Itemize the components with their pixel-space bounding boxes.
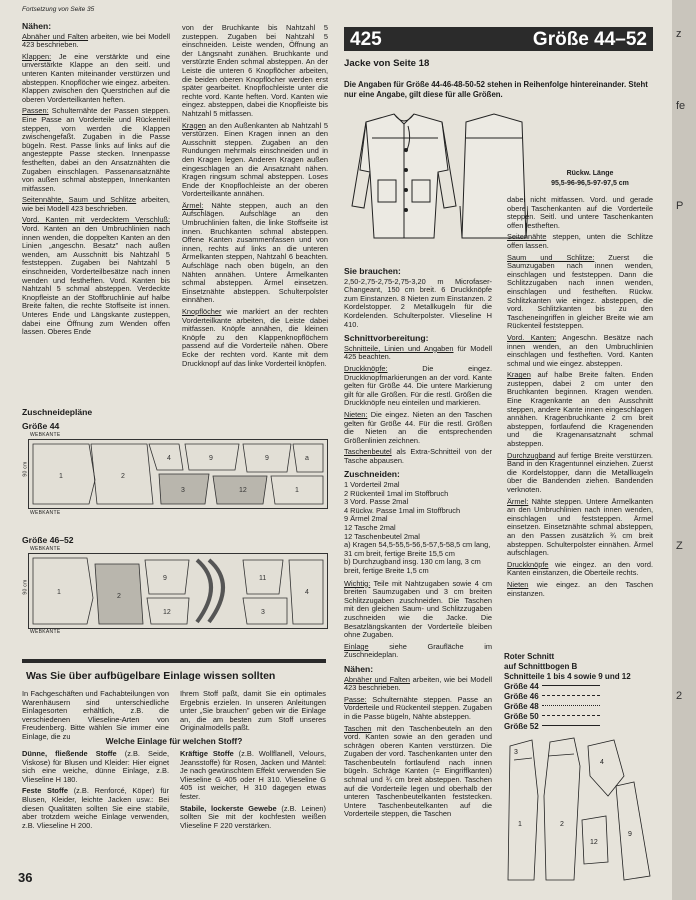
size-row xyxy=(504,682,603,692)
aermel-label: Ärmel: xyxy=(182,200,204,210)
svg-text:3: 3 xyxy=(514,749,518,756)
rueck-laenge-values: 95,5-96-96,5-97-97,5 cm xyxy=(551,180,629,187)
einlage-intro-right-text: Ihrem Stoff paßt, damit Sie ein optimales Ergebnis erzielen. In unseren Anleitungen unter „Sie brauchen" geben wir die Einlage an, die am besten zum Stoff unseres Originalmodells paßt. xyxy=(180,689,326,733)
einlage-intro-left-text: In Fachgeschäften und Fachabteilungen von Warenhäusern sind unterschiedliche Einlagesorten erhältlich, z.B. die verschiedenen Vlieseline-Arten von Freudenberg. Bitte wählen Sie immer eine Einlage, die zu xyxy=(22,689,169,741)
svg-text:9: 9 xyxy=(265,455,269,462)
svg-text:9: 9 xyxy=(163,575,167,582)
abnaeher-text-2: arbeiten, wie bei Modell 423 beschrieben. xyxy=(344,674,492,693)
pattern-pieces-diagram xyxy=(504,736,654,886)
edge-letter: Z xyxy=(676,540,683,552)
vord-kanten-text-2: Angeschn. Besätze nach innen wenden, an den Umbruchlinien einschlagen und festheften. Vord. Kanten schmal und wie eingez. absteppen. xyxy=(507,332,653,368)
edge-letter: 2 xyxy=(676,690,683,702)
feste-label: Feste Stoffe xyxy=(22,786,68,796)
passen-text: Schulternähte der Passen steppen. Eine Passe an Vorderteile und Rückenteil steppen, vorn werden die Klappen zwischengefaßt. Zugaben in die Passe bügeln. Rest. Passe links auf links auf die angesteppte Passe stecken. Innenpasse festheften, dabei an den Ansatznähten die Zugaben einschlagen. Passenansatznähte von außen schmal absteppen, Innenkanten mitfassen. xyxy=(22,106,170,193)
model-size: Größe 44–52 xyxy=(532,29,647,50)
groesse-46-52-label: Größe 46–52 xyxy=(22,535,74,545)
durchzugband-text: auf fertige Breite verstürzen. Band in den Kragentunnel einziehen. Zuerst die Kordelstopper, dann die Metallkugeln über die Bandenden ziehen. Bandenden verknoten. xyxy=(507,450,653,494)
svg-text:12: 12 xyxy=(163,609,171,616)
svg-text:2: 2 xyxy=(560,821,564,828)
durchzugband-label: Durchzugband xyxy=(507,450,556,460)
naehen-heading: Nähen: xyxy=(22,21,52,31)
svg-text:9: 9 xyxy=(628,831,632,838)
model-intro: Die Angaben für Größe 44-46-48-50-52 stehen in Reihenfolge hintereinander. Steht nur eine Angabe, gilt diese für alle Größen. xyxy=(344,80,648,99)
naehen-text: arbeiten, wie bei Modell 423 beschrieben. xyxy=(22,31,170,50)
passe-label: Passe: xyxy=(344,694,367,704)
vord-kanten-label: Vord. Kanten mit verdecktem Verschluß: xyxy=(22,215,170,225)
wichtig-text: Teile mit Nahtzugaben sowie 4 cm breiten Saumzugaben und 3 cm breiten Schlitzzugaben zuschneiden. Die Taschen mit den gleichen Saum- und Schlitzzugaben zuschneiden wie die Jacke. Die Besatzlängskanten der Vorderteile bleiben ohne Zugaben. xyxy=(344,578,492,640)
next-page-edge xyxy=(672,0,696,900)
column-4-text: dabei nicht mitfassen. Vord. und gerade obere Taschenkanten auf die Vorderteile steppen. Seitl. und untere Taschenkanten offen festheften. xyxy=(507,195,653,230)
list-item: 12 Tasche 2mal xyxy=(344,523,396,533)
einlage-left xyxy=(22,750,169,833)
line-sample xyxy=(542,685,600,686)
einlage-right xyxy=(180,750,326,833)
cutting-plan-46-52-drawing xyxy=(29,554,327,628)
druckknoepfe-label-2: Druckknöpfe xyxy=(507,559,549,569)
roter-schnitt-sub: auf Schnittbogen B xyxy=(504,662,578,671)
list-item: b) Durchzugband insg. 130 cm lang, 3 cm breit, fertige Breite 1,5 cm xyxy=(344,557,481,575)
cutting-plan-46-52 xyxy=(28,553,328,629)
column-2-text: von der Bruchkante bis Nahtzahl 5 zusteppen. Zugaben bei Nahtzahl 5 einschneiden. Leiste wenden, Öffnung an der Längsnaht zunähen. Bruchkante und verstürzte Enden schmal absteppen. An der Leiste die unteren 6 Knopflöcher arbeiten, die beiden oberen Knopflöcher werden erst später gearbeitet. Knopflochleiste unter die rechte vord. Kante heften. Vord. Kanten wie eingez. absteppen, dabei die Knopfleiste bis Nahtzahl 5 mitfassen. xyxy=(182,23,328,118)
line-sample xyxy=(542,705,600,706)
druckknoepfe-label: Druckknöpfe: xyxy=(344,363,388,373)
seitennaehte-text-2: steppen, unten die Schlitze offen lassen. xyxy=(507,232,653,250)
svg-text:3: 3 xyxy=(261,609,265,616)
line-sample xyxy=(542,725,600,726)
brauchen-heading: Sie brauchen: xyxy=(344,266,401,276)
model-number: 425 xyxy=(350,29,382,50)
list-item: 9 Ärmel 2mal xyxy=(344,514,388,524)
svg-text:1: 1 xyxy=(57,589,61,596)
knopfloecher-label: Knopflöcher xyxy=(182,307,222,316)
nieten-text: Die eingez. Nieten an den Taschen gelten für Größe 44. Für die restl. Größen die Nieten an die entsprechenden Größenlinien zeichnen. xyxy=(344,409,492,445)
size-label: Größe 46 xyxy=(504,692,539,701)
svg-text:12: 12 xyxy=(590,839,598,846)
edge-letter: fe xyxy=(676,100,686,112)
kragen-text: an den Außenkanten ab Nahtzahl 5 verstürzen. Einen Kragen innen an den Ausschnitt steppen. Zugaben an den Rundungen mehrmals einschneiden und in den Kragen legen. Anderen Kragen außen eingeschlagen an die Ansatznaht nähen. Kragen ringsum schmal absteppen. Loses Ende der Knopflochleiste an der oberen Vorderteilkante annähen. xyxy=(182,120,328,199)
size-legend xyxy=(504,682,603,732)
vord-kanten-text: Vord. Kanten an den Umbruchlinien nach innen wenden, die doppelten Kanten an den Linien „angeschn. Besatz" nach außen wenden, am Ausschnitt bis Nahtzahl 5 feststeppen. Zugaben bei Nahtzahl 5 einschneiden, Vorderteilbesätze nach innen wenden und festheften. Vord. Kanten bis Nahtzahl 5 schmal absteppen. Verdeckte Knopfleiste an der Stoffbruchlinie auf halbe Breite falten, die rechte Stoffseite ist innen. Unteres Ende und Längskante zusteppen, dabei eine Öffnung zum Wenden offen lassen. Oberes Ende xyxy=(22,224,170,337)
webkante-label: WEBKANTE xyxy=(30,510,61,516)
einlage-heading: Was Sie über aufbügelbare Einlage wissen sollten xyxy=(26,670,276,682)
edge-letter: z xyxy=(676,28,682,40)
passen-label: Passen: xyxy=(22,106,49,116)
list-item: 2 Rückenteil 1mal im Stoffbruch xyxy=(344,488,449,498)
webkante-label: WEBKANTE xyxy=(30,629,61,635)
seitennaehte-label-2: Seitennähte xyxy=(507,232,547,242)
stabile-text: (z.B. Leinen) sollten Sie mit der kochfesten weißen Vlieseline F 220 verstärken. xyxy=(180,803,326,830)
continuation-note: Fortsetzung von Seite 35 xyxy=(22,6,95,13)
zuschneiden-heading: Zuschneiden: xyxy=(344,469,400,480)
aermel-text: Nähte steppen, auch an den Aufschlägen. Aufschläge an den Umbruchlinien falten, die linke Stoffseite ist innen. Bruchkanten schmal absteppen. Offene Kanten zusammenfassen und von innen, rechts auf links an die unteren Ärmelkanten steppen, Nahtzahl 6 beachten. Aufschläge nach oben bügeln, an den Nähten annähen. Untere Ärmelkanten schmal absteppen. Ärmel einsetzen. Einsetznähte absteppen. Schulterpolster einnähen. xyxy=(182,200,328,305)
page-number: 36 xyxy=(18,870,33,885)
wichtig-label: Wichtig: xyxy=(344,578,371,588)
column-1 xyxy=(22,17,170,340)
line-sample xyxy=(542,695,600,696)
size-label: Größe 44 xyxy=(504,682,539,691)
einlage-label: Einlage xyxy=(344,641,369,651)
einlage-intro-right xyxy=(180,690,326,736)
abnaeher-label-2: Abnäher und Falten xyxy=(344,674,411,684)
svg-text:1: 1 xyxy=(295,487,299,494)
width-label: 90 cm xyxy=(22,461,29,477)
zuschneideplaene-heading: Zuschneidepläne xyxy=(22,407,93,417)
kragen-label: Kragen xyxy=(182,120,206,130)
list-item: 4 Rückw. Passe 1mal im Stoffbruch xyxy=(344,505,461,515)
svg-text:2: 2 xyxy=(117,593,121,600)
roter-schnitt-title: Roter Schnitt xyxy=(504,652,555,661)
roter-schnitt-block xyxy=(504,652,654,732)
size-label: Größe 50 xyxy=(504,712,539,721)
size-label: Größe 52 xyxy=(504,722,539,731)
svg-text:9: 9 xyxy=(209,455,213,462)
size-label: Größe 48 xyxy=(504,702,539,711)
vorbereitung-heading: Schnittvorbereitung: xyxy=(344,333,429,344)
size-row xyxy=(504,722,603,732)
klappen-label: Klappen: xyxy=(22,51,52,61)
svg-text:1: 1 xyxy=(518,821,522,828)
duenn-text: (z.B. Seide, Viskose) für Blusen und Kleider: Hier eignet sich eine weiche, dünne Einlage, z.B. Vlieseline H 180. xyxy=(22,749,169,784)
svg-text:3: 3 xyxy=(181,487,185,494)
groesse-44-label: Größe 44 xyxy=(22,421,60,431)
list-item: a) Kragen 54,5-55,5-56,5-57,5-58,5 cm lang, 31 cm breit, fertige Breite 15,5 cm xyxy=(344,540,491,558)
kragen-text-2: auf halbe Breite falten. Enden zusteppen, dabei 2 cm unter den Bruchkanten beginnen. Kragen wenden. Eine Kragenkante an den Ausschnitt steppen, andere Kante innen eingeschlagen annähen. Kragenbruchkante 2 cm breit absteppen, fortlaufend die Kragenenden und die Kragenansatznaht schmal absteppen. xyxy=(507,370,653,449)
cutting-plan-44 xyxy=(28,439,328,509)
nieten-label: Nieten: xyxy=(344,409,368,419)
column-4 xyxy=(507,196,653,601)
brauchen-text: 2,50-2,75-2,75-2,75-3,20 m Microfaser-Changeant, 150 cm breit. 6 Druckknöpfe zum Einstanzen. 8 Nieten zum Einstanzen. 2 Kordelstopper. 2 Metallkugeln für die Kordelenden. Schulterpolster. Vlieseline H 410. xyxy=(344,276,492,329)
nieten-label-2: Nieten xyxy=(507,579,529,589)
list-item: 12 Taschenbeutel 2mal xyxy=(344,531,420,541)
list-item: 3 Vord. Passe 2mal xyxy=(344,497,409,507)
svg-text:4: 4 xyxy=(305,589,309,596)
taschenbeutel-text: als Extra-Schnitteil von der Tasche abpausen. xyxy=(344,447,492,465)
cutting-plan-44-drawing xyxy=(29,440,327,508)
column-2 xyxy=(182,24,328,371)
svg-text:4: 4 xyxy=(167,455,171,462)
aermel-text-2: Nähte steppen. Untere Ärmelkanten an den Umbruchlinien nach innen wenden, einschlagen und feststeppen. Ärmel einsetzen. Einsetznähte schmal absteppen, an den Passen zusätzlich ¾ cm breit absteppen. Schulterpolster einnähen. Ärmel aufschlagen. xyxy=(507,496,653,558)
section-divider xyxy=(22,659,326,663)
taschen-label: Taschen xyxy=(344,723,372,733)
naehen-heading-2: Nähen: xyxy=(344,663,374,674)
line-sample xyxy=(542,715,600,716)
svg-text:1: 1 xyxy=(59,473,63,480)
webkante-label: WEBKANTE xyxy=(30,432,61,438)
size-row xyxy=(504,702,603,712)
druckknoepfe-text-2: wie eingez. an den vord. Kanten einstanzen, die Oberteile rechts. xyxy=(507,559,653,578)
rueck-laenge-label: Rückw. Länge xyxy=(566,170,614,177)
size-row xyxy=(504,692,603,702)
klappen-text: Je eine verstärkte und eine unverstärkte Klappe an den seitl. und unteren Kanten miteinander verstürzen und absteppen. Knopflöcher wie eingez. arbeiten. Klappen zwischen den Querstrichen auf die oberen Vorderteilkanten heften. xyxy=(22,51,170,104)
saum-text: Zuerst die Saumzugaben nach innen wenden, einschlagen und feststeppen. Dann die Schlitzzugaben nach innen wenden, einschlagen und festheften. Rückw. Schlitzkanten wie eingez. absteppen, die vord. Schlitzkanten bis zu den Tascheneingriffen in gleicher Breite wie am Rückenteil feststeppen. xyxy=(507,252,653,331)
model-title: Jacke von Seite 18 xyxy=(344,58,430,69)
taschenbeutel-label: Taschenbeutel xyxy=(344,447,392,457)
svg-text:4: 4 xyxy=(600,759,604,766)
svg-text:11: 11 xyxy=(259,575,267,582)
webkante-label: WEBKANTE xyxy=(30,546,61,552)
list-item: 1 Vorderteil 2mal xyxy=(344,480,400,490)
einlage-text: siehe Graufläche im Zuschneideplan. xyxy=(344,641,492,660)
size-row xyxy=(504,712,603,722)
roter-schnitt-parts: Schnitteile 1 bis 4 sowie 9 und 12 xyxy=(504,672,631,681)
svg-text:12: 12 xyxy=(239,487,247,494)
edge-letter: P xyxy=(676,200,684,212)
druckknoepfe-text: Die eingez. Druckknopfmarkierungen an der vord. Kante gelten für Größe 44. Die untere Markierung gilt für alle Größen. Für die restl. Größen die Druckknöpfe neu einteilen und markieren. xyxy=(344,363,492,408)
column-3 xyxy=(344,262,492,822)
feste-text: (z.B. Renforcé, Köper) für Blusen, Kleider, leichte Jacken usw.: Bei diesen Qualitäten sollten Sie eine stabile, aber trotzdem weiche Einlage verwenden, z.B. Vlieseline H 200. xyxy=(22,786,169,830)
svg-text:a: a xyxy=(305,455,309,462)
width-label: 90 cm xyxy=(22,579,29,595)
model-header xyxy=(344,27,653,51)
taschen-text: mit den Taschenbeuteln an den vord. Kanten sowie an den geraden und schrägen oberen Kanten verstürzen. Die Zugaben der vord. Taschenkanten unter den Taschenbeuteln fortlaufend nach innen bügeln. Schräge Kanten (= Eingriffkanten) schmal und ¾ cm breit absteppen. Taschen auf die Vorderteile legen und oberhalb der unteren Taschenbeutelkanten feststecken. Untere Taschenbeutelkanten auf die Vorderteile steppen, die Taschen xyxy=(344,723,492,819)
stabile-label: Stabile, lockerste Gewebe xyxy=(180,803,277,813)
duenn-label: Dünne, fließende Stoffe xyxy=(22,749,117,758)
zuschneiden-list xyxy=(344,481,492,576)
kraeftig-text: (z.B. Wollflanell, Velours, Jeansstoffe) für Rosen, Jacken und Mäntel: Je nach gewünschtem Effekt verwenden Sie Vlieseline G 405 oder H 310. Vlieseline G 405 ist weicher, H 310 dagegen etwas fester. xyxy=(180,749,326,801)
schnitteile-label: Schnitteile, Linien und Angaben xyxy=(344,343,454,353)
seitennaehte-label: Seitennähte, Saum und Schlitze xyxy=(22,195,137,205)
saum-label: Saum und Schlitze: xyxy=(507,252,595,262)
nieten-text-2: wie eingez. an den Taschen einstanzen. xyxy=(507,579,653,598)
abnaeher-link: Abnäher und Falten xyxy=(22,31,89,41)
svg-text:2: 2 xyxy=(121,473,125,480)
kragen-label-2: Kragen xyxy=(507,370,531,380)
seitennaehte-text: arbeiten, wie bei Modell 423 beschrieben. xyxy=(22,195,170,213)
schnitteile-text: für Modell 425 beachten. xyxy=(344,343,492,362)
kraeftig-label: Kräftige Stoffe xyxy=(180,749,234,758)
knopfloecher-text: wie markiert an der rechten Vorderteilkante arbeiten, die Leiste dabei mitfassen. Knöpfe annähen, die kleinen Knöpfe zu den Klappenknopflöchern passend auf die Vorderteile nähen. Obere Ecke der rechten vord. Kante mit dem Druckknopf auf das linke Vorderteil knöpfen. xyxy=(182,307,328,368)
einlage-subheading: Welche Einlage für welchen Stoff? xyxy=(105,736,243,746)
vord-kanten-label-2: Vord. Kanten: xyxy=(507,332,557,342)
jacket-illustration xyxy=(348,110,528,248)
passe-text: Schulternähte steppen. Passe an Vorderteile und Rückenteil steppen. Zugaben in die Passe bügeln, Nähte absteppen. xyxy=(344,694,492,721)
aermel-label-2: Ärmel: xyxy=(507,496,529,506)
